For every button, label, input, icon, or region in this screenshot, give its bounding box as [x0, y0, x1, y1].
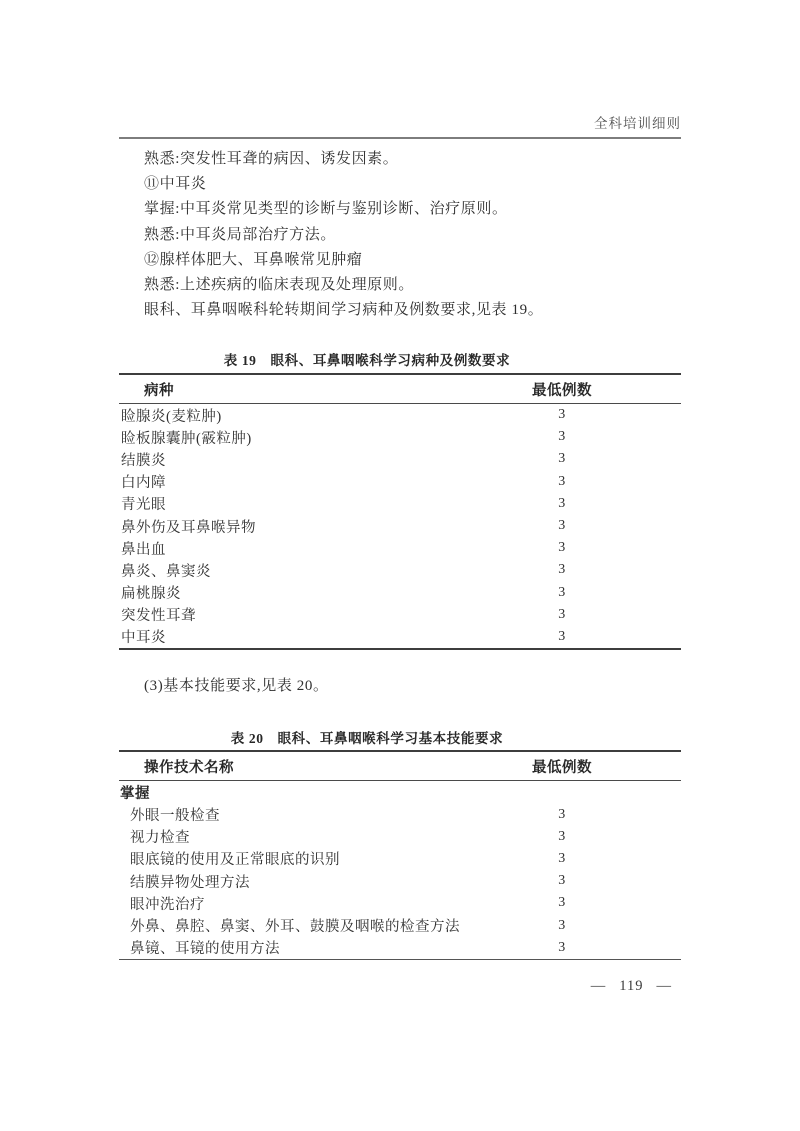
row-value: 3 [558, 917, 566, 933]
table-row [119, 471, 681, 493]
table-row [119, 582, 681, 604]
table-row [119, 626, 681, 648]
table20 [119, 750, 681, 960]
row-label: 鼻出血 [121, 541, 166, 558]
table-row [119, 848, 681, 870]
table19-col-name: 病种 [144, 382, 174, 399]
row-label: 鼻镜、耳镜的使用方法 [130, 941, 280, 958]
table19-caption [119, 349, 681, 369]
row-label: 睑腺炎(麦粒肿) [121, 408, 222, 425]
row-label: 结膜异物处理方法 [130, 874, 250, 891]
row-value: 3 [558, 939, 566, 955]
table-row [119, 937, 681, 959]
row-value: 3 [558, 562, 566, 578]
table-row [119, 892, 681, 914]
table20-rows [119, 804, 681, 959]
page-number: 119 [619, 978, 644, 994]
body-paragraphs [119, 147, 681, 323]
row-label: 视力检查 [130, 830, 190, 847]
row-label: 外鼻、鼻腔、鼻窦、外耳、鼓膜及咽喉的检查方法 [130, 919, 460, 936]
header-rule [119, 137, 681, 139]
table19-header-row [119, 375, 681, 404]
row-label: 突发性耳聋 [121, 608, 196, 625]
row-value: 3 [558, 850, 566, 866]
body-line: 眼科、耳鼻咽喉科轮转期间学习病种及例数要求,见表 19。 [144, 302, 544, 319]
table-row [119, 604, 681, 626]
row-value: 3 [558, 873, 566, 889]
body-line: 熟悉:突发性耳聋的病因、诱发因素。 [144, 151, 399, 167]
section-note: (3)基本技能要求,见表 20。 [144, 678, 329, 694]
table20-caption-text: 眼科、耳鼻咽喉科学习基本技能要求 [277, 731, 504, 746]
row-value: 3 [558, 495, 566, 511]
table-row [119, 426, 681, 448]
table-row [119, 404, 681, 426]
row-value: 3 [558, 584, 566, 600]
row-label: 中耳炎 [121, 630, 166, 647]
table19-caption-label: 表 19 [223, 353, 257, 368]
table-row [119, 493, 681, 515]
row-value: 3 [558, 606, 566, 622]
row-value: 3 [558, 806, 566, 822]
table20-group-header: 掌握 [120, 785, 150, 802]
table20-caption-label: 表 20 [230, 731, 264, 746]
table-row [119, 448, 681, 470]
row-label: 结膜炎 [121, 452, 166, 469]
row-value: 3 [558, 828, 566, 844]
row-value: 3 [558, 895, 566, 911]
body-line: 熟悉:上述疾病的临床表现及处理原则。 [144, 276, 414, 293]
row-label: 眼冲洗治疗 [130, 896, 205, 913]
row-value: 3 [558, 518, 566, 534]
table20-caption [119, 727, 681, 747]
table-row [119, 870, 681, 892]
table-row [119, 515, 681, 537]
row-value: 3 [558, 473, 566, 489]
row-label: 睑板腺囊肿(霰粒肿) [121, 430, 252, 447]
table20-col-name: 操作技术名称 [144, 759, 234, 776]
table19 [119, 373, 681, 650]
row-label: 外眼一般检查 [130, 808, 220, 825]
table19-col-value: 最低例数 [532, 382, 592, 399]
table-row [119, 914, 681, 936]
table-row [119, 559, 681, 581]
row-value: 3 [558, 407, 566, 423]
footer-dash-right: — [656, 978, 672, 994]
running-head: 全科培训细则 [594, 116, 681, 131]
page-footer [591, 978, 672, 995]
row-value: 3 [558, 451, 566, 467]
row-label: 眼底镜的使用及正常眼底的识别 [130, 852, 340, 869]
row-value: 3 [558, 540, 566, 556]
row-label: 鼻炎、鼻窦炎 [121, 563, 211, 580]
table20-col-value: 最低例数 [532, 759, 592, 776]
body-line: ⑪中耳炎 [144, 176, 207, 193]
table19-caption-text: 眼科、耳鼻咽喉科学习病种及例数要求 [270, 353, 511, 368]
table-row [119, 537, 681, 559]
table-row [119, 826, 681, 848]
row-label: 鼻外伤及耳鼻喉异物 [121, 519, 256, 536]
body-line: 熟悉:中耳炎局部治疗方法。 [144, 226, 336, 243]
row-label: 扁桃腺炎 [121, 586, 181, 603]
body-line: ⑫腺样体肥大、耳鼻喉常见肿瘤 [144, 251, 363, 268]
row-value: 3 [558, 429, 566, 445]
body-line: 掌握:中耳炎常见类型的诊断与鉴别诊断、治疗原则。 [144, 201, 508, 218]
table-row [119, 804, 681, 826]
footer-dash-left: — [590, 978, 607, 994]
row-label: 青光眼 [121, 497, 166, 514]
table19-rows [119, 404, 681, 648]
row-label: 白内障 [121, 475, 166, 492]
table20-header-row [119, 752, 681, 781]
row-value: 3 [558, 628, 566, 644]
